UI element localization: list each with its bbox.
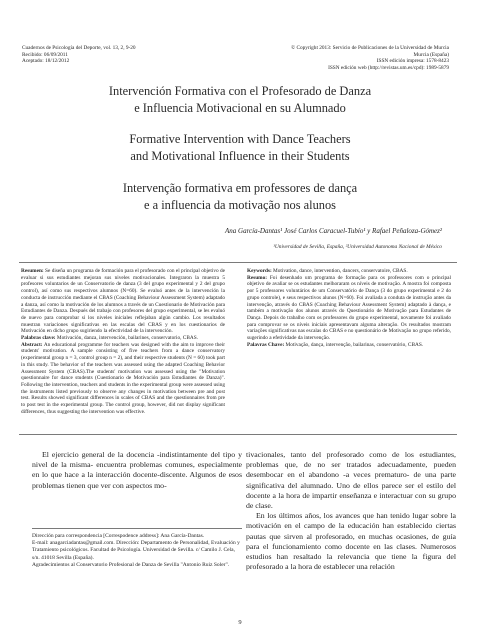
abstract-portuguese-label: Resumo: [247,274,268,281]
abstract-portuguese [247,275,451,342]
author-list: Ana García-Dantas¹ José Carlos Caracuel-Tubío¹ y Rafael Peñaloza-Gómez² [225,227,442,235]
abstract-column-right [247,268,451,348]
keywords-spanish-text: Motivación, danza, intervención, bailarines, conservatorio, CBAS. [55,335,198,342]
copyright-line: © Copyright 2013: Servicio de Publicaciones de la Universidad de Murcia [291,45,449,51]
accepted-date: Aceptado: 18/12/2012 [22,58,70,65]
title-portuguese-line-1: Intervenção formativa em professores de dança [122,181,358,195]
title-english [30,131,450,165]
body-column-left [32,450,242,491]
abstract-english-text: An educational programme for teachers was designed with the aim to improve their students' motivation. A sample consisting of five teachers from a dance conservatory (experimental group n = 3, control group n = 2), and their respective students (N = 60) took part in this study. The behavior of the teachers was assessed using the adapted Coaching Behavior Assessment System (CBAS).The students' motivation was assessed using the "Motivation questionnaire for dance students (Cuestionario de Motivación para Estudiantes de Danza)". Following the intervention, teachers and students in the experimental group were assessed using the instruments listed previously to observe any changes in motivation between pre and post test. Results showed significant differences in scales of CBAS and the questionnaires from pre to post test in the experimental group. The control group, however, did not display significant differences, thus suggesting the intervention was effective. [21,341,225,415]
abstract-spanish-label: Resumen: [21,268,44,274]
issn-print: ISSN edición impresa: 1578-8423 [376,58,449,65]
abstract-portuguese-text: Foi desenhado um programa de formação para os professores com o principal objetivo de avaliar se os estudantes melhoraram os níveis de motivação. A mostra foi composta por 5 professores voluntários de um Conservatório de Dança (3 do grupo experimental e 2 do grupo controle), e seus respectivos alunos (N=60). Foi avaliada a conduta de instrução antes da intervenção, através do CBAS (Coaching Behaviour Assessment System) adaptado à dança, e também a motivação dos alunos através do Questionário de Motivação para Estudantes de Dança. Depois do trabalho com os professores do grupo experimental, novamente foi avaliado para comprovar se os níveis iniciais apresentavam alguma alteração. Os resultados mostram variações significativas nas escalas do CBAS e no questionário de Motivação no grupo referido, sugerindo a efetividade da intervenção. [247,274,451,342]
keywords-portuguese [247,342,451,349]
correspondence-address: Dirección para correspondencia [Correspodence address]: Ana García-Dantas. [32,533,205,539]
abstract-spanish [21,268,225,335]
correspondence-footnote [32,528,242,569]
title-spanish-line-1: Intervención Formativa con el Profesorado de Danza [108,84,372,98]
body-column-right [246,450,456,572]
body-paragraph: El ejercicio general de la docencia -indistintamente del tipo y nivel de la misma- encuentra problemas comunes, especialmente en lo que hace a la interacción docente-discente. Algunos de esos problemas tienen que ver con aspectos mo- [32,450,242,490]
title-portuguese-line-2: e a influencia da motivação nos alunos [144,198,336,212]
keywords-spanish [21,335,225,342]
journal-citation: Cuadernos de Psicología del Deporte, vol. 13, 2, 9-20 [22,45,136,51]
keywords-english-label: Keywords: [247,268,272,274]
abstract-box [19,262,457,435]
journal-info [22,45,212,65]
publisher-location: Murcia (España) [413,51,449,58]
body-paragraph: tivacionales, tanto del profesorado como de los estudiantes, problemas que, de no ser tratados adecuadamente, pueden desembocar en el abandono -a veces prematuro- de una parte significativa del alumnado. Uno de ellos parece ser el estilo del docente a la hora de impartir enseñanza e interactuar con su grupo de clase. [246,450,456,511]
keywords-portuguese-text: Motivação, dança, intervenção, bailarinas, conservatório, CBAS. [284,341,424,348]
keywords-portuguese-label: Palavras Chave: [247,341,285,348]
abstract-english [21,342,225,416]
abstract-spanish-text: Se diseña un programa de formación para el profesorado con el principal objetivo de evaluar si sus estudiantes mejoran sus niveles motivacionales. Integraron la muestra 5 profesores voluntarios de un Conservatorio de danza (3 del grupo experimental y 2 del grupo control), así como sus respectivos alumnos (N=60). Se evaluó antes de la intervención la conducta de instrucción mediante el CBAS (Coaching Behaviour Assessment System) adaptado a danza, así como la motivación de los alumnos a través de un Cuestionario de Motivación para Estudiantes de Danza. Después del trabajo con profesores del grupo experimental, se les evaluó de nuevo para comprobar si los niveles iniciales reflejaban algún cambio. Los resultados muestran variaciones significativas en las escalas del CBAS y en los cuestionarios de Motivación en dicho grupo sugiriendo la efectividad de la intervención. [21,268,225,335]
abstract-english-label: Abstract: [21,341,43,348]
author-affiliations: ¹Universidad de Sevilla, España, ²Universidad Autonoma Nacional de México [273,244,442,250]
abstract-column-left [21,268,225,415]
title-spanish [30,83,450,117]
body-paragraph: En los últimos años, los avances que han tenido lugar sobre la motivación en el campo de la educación han establecido ciertas pautas que sirven al profesorado, en muchas ocasiones, de guía para el funcionamiento como docente en las clases. Numerosos estudios han resaltado la relevancia que tiene la figura del profesorado a la hora de establecer una relación [246,511,456,572]
title-english-line-2: and Motivational Influence in their Students [130,149,350,163]
correspondence-email-and-address: E-mail: anagarciadantas@gmail.com. Dirección: Departamento de Personalidad, Evaluación y Tratamiento psicológicos. Facultad de Psicología. Universidad de Sevilla. c/ Camilo J. Cela, s/n. 41018 Sevilla (España). [32,540,240,561]
keywords-spanish-label: Palabras clave: [21,335,56,342]
received-date: Recibido: 06/09/2011 [22,51,68,58]
title-english-line-1: Formative Intervention with Dance Teachers [129,132,351,146]
acknowledgements: Agradecimientos al Conservatorio Profesional de Danza de Sevilla "Antonio Ruiz Soler". [32,561,230,568]
page-number: 9 [238,619,242,626]
keywords-english [247,268,451,275]
copyright-info [209,45,449,71]
keywords-english-text: Motivation, dance, intervention, dancers, conservatoire, CBAS. [271,268,408,274]
issn-web: ISSN edición web (http://revistas.um.es/cpd): 1989-5879 [328,64,449,71]
title-spanish-line-2: e Influencia Motivacional en su Alumnado [134,101,346,115]
title-portuguese [30,180,450,214]
